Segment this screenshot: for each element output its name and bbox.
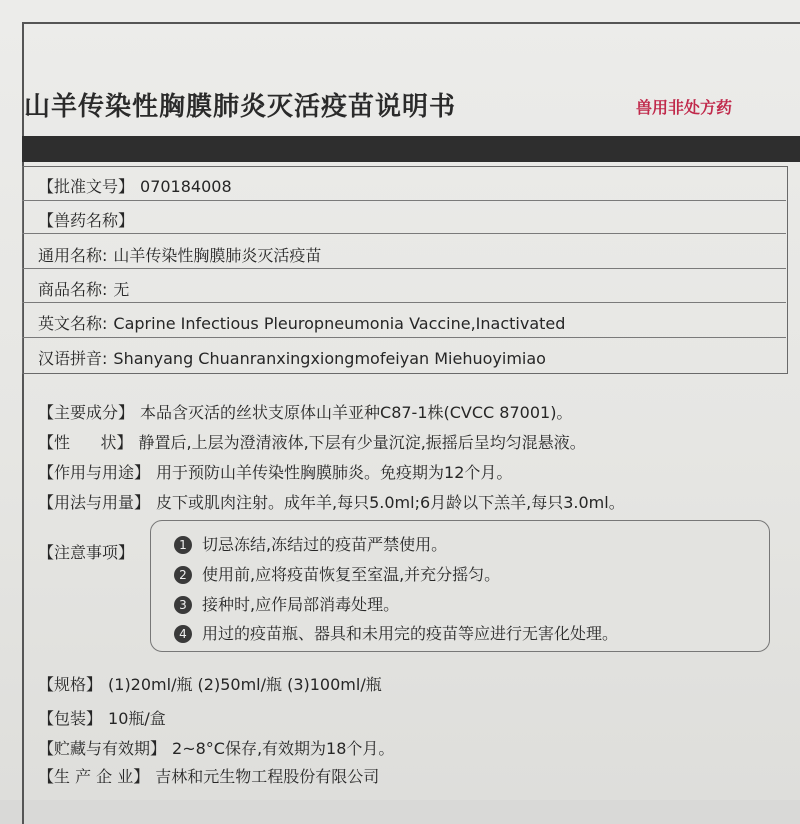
otc-badge: 兽用非处方药	[636, 98, 733, 117]
vet-name-label: 【兽药名称】	[38, 211, 135, 230]
storage-row	[38, 736, 394, 759]
row-divider	[22, 268, 786, 269]
usage-value: 用于预防山羊传染性胸膜肺炎。免疫期为12个月。	[156, 463, 513, 482]
trade-name-value: 无	[113, 280, 130, 299]
precaution-item	[174, 592, 399, 615]
english-name-row	[38, 311, 565, 334]
row-divider	[22, 233, 786, 234]
trade-name-row	[38, 277, 129, 300]
precaution-text: 接种时,应作局部消毒处理。	[202, 595, 400, 614]
pinyin-name-value: Shanyang Chuanranxingxiongmofeiyan Miehuoyimiao	[113, 349, 546, 368]
ingredients-row	[38, 400, 572, 423]
english-name-value: Caprine Infectious Pleuropneumonia Vaccine,Inactivated	[113, 314, 566, 333]
number-3-icon: 3	[174, 596, 192, 614]
generic-name-row	[38, 243, 321, 266]
dosage-label: 【用法与用量】	[38, 493, 151, 512]
ingredients-label: 【主要成分】	[38, 403, 135, 422]
dosage-value: 皮下或肌肉注射。成年羊,每只5.0ml;6月龄以下羔羊,每只3.0ml。	[156, 493, 625, 512]
header-bar	[22, 136, 800, 162]
vet-name-row	[38, 208, 134, 231]
ingredients-value: 本品含灭活的丝状支原体山羊亚种C87-1株(CVCC 87001)。	[140, 403, 573, 422]
manufacturer-label: 【生 产 企 业】	[38, 767, 150, 786]
specs-label: 【规格】	[38, 675, 103, 694]
number-1-icon: 1	[174, 536, 192, 554]
pinyin-name-row	[38, 346, 546, 369]
number-2-icon: 2	[174, 566, 192, 584]
precaution-text: 切忌冻结,冻结过的疫苗严禁使用。	[202, 535, 448, 554]
dosage-row	[38, 490, 625, 513]
generic-name-label: 通用名称:	[38, 246, 108, 265]
precaution-item	[174, 532, 447, 555]
precautions-label: 【注意事项】	[38, 543, 135, 562]
usage-row	[38, 460, 512, 483]
manufacturer-value: 吉林和元生物工程股份有限公司	[155, 767, 380, 786]
generic-name-value: 山羊传染性胸膜肺炎灭活疫苗	[113, 246, 322, 265]
row-divider	[22, 302, 786, 303]
number-4-icon: 4	[174, 625, 192, 643]
row-divider	[22, 200, 786, 201]
approval-number: 070184008	[140, 177, 232, 196]
row-divider	[22, 337, 786, 338]
appearance-label: 【性 状】	[38, 433, 133, 452]
appearance-value: 静置后,上层为澄清液体,下层有少量沉淀,振摇后呈均匀混悬液。	[138, 433, 586, 452]
specs-row	[38, 672, 382, 695]
approval-row	[38, 174, 232, 197]
pinyin-name-label: 汉语拼音:	[38, 349, 108, 368]
manufacturer-row	[38, 764, 379, 787]
package-value: 10瓶/盒	[108, 709, 166, 728]
precaution-item	[174, 562, 500, 585]
trade-name-label: 商品名称:	[38, 280, 108, 299]
package-row	[38, 706, 166, 729]
precaution-item	[174, 621, 618, 644]
appearance-row	[38, 430, 586, 453]
package-label: 【包装】	[38, 709, 103, 728]
info-box	[22, 166, 788, 374]
precaution-text: 用过的疫苗瓶、器具和未用完的疫苗等应进行无害化处理。	[202, 624, 619, 643]
precaution-text: 使用前,应将疫苗恢复至室温,并充分摇匀。	[202, 565, 501, 584]
document-title: 山羊传染性胸膜肺炎灭活疫苗说明书	[24, 92, 457, 122]
specs-value: (1)20ml/瓶 (2)50ml/瓶 (3)100ml/瓶	[108, 675, 382, 694]
approval-label: 【批准文号】	[38, 177, 135, 196]
english-name-label: 英文名称:	[38, 314, 108, 333]
usage-label: 【作用与用途】	[38, 463, 151, 482]
storage-label: 【贮藏与有效期】	[38, 739, 167, 758]
storage-value: 2~8°C保存,有效期为18个月。	[172, 739, 395, 758]
